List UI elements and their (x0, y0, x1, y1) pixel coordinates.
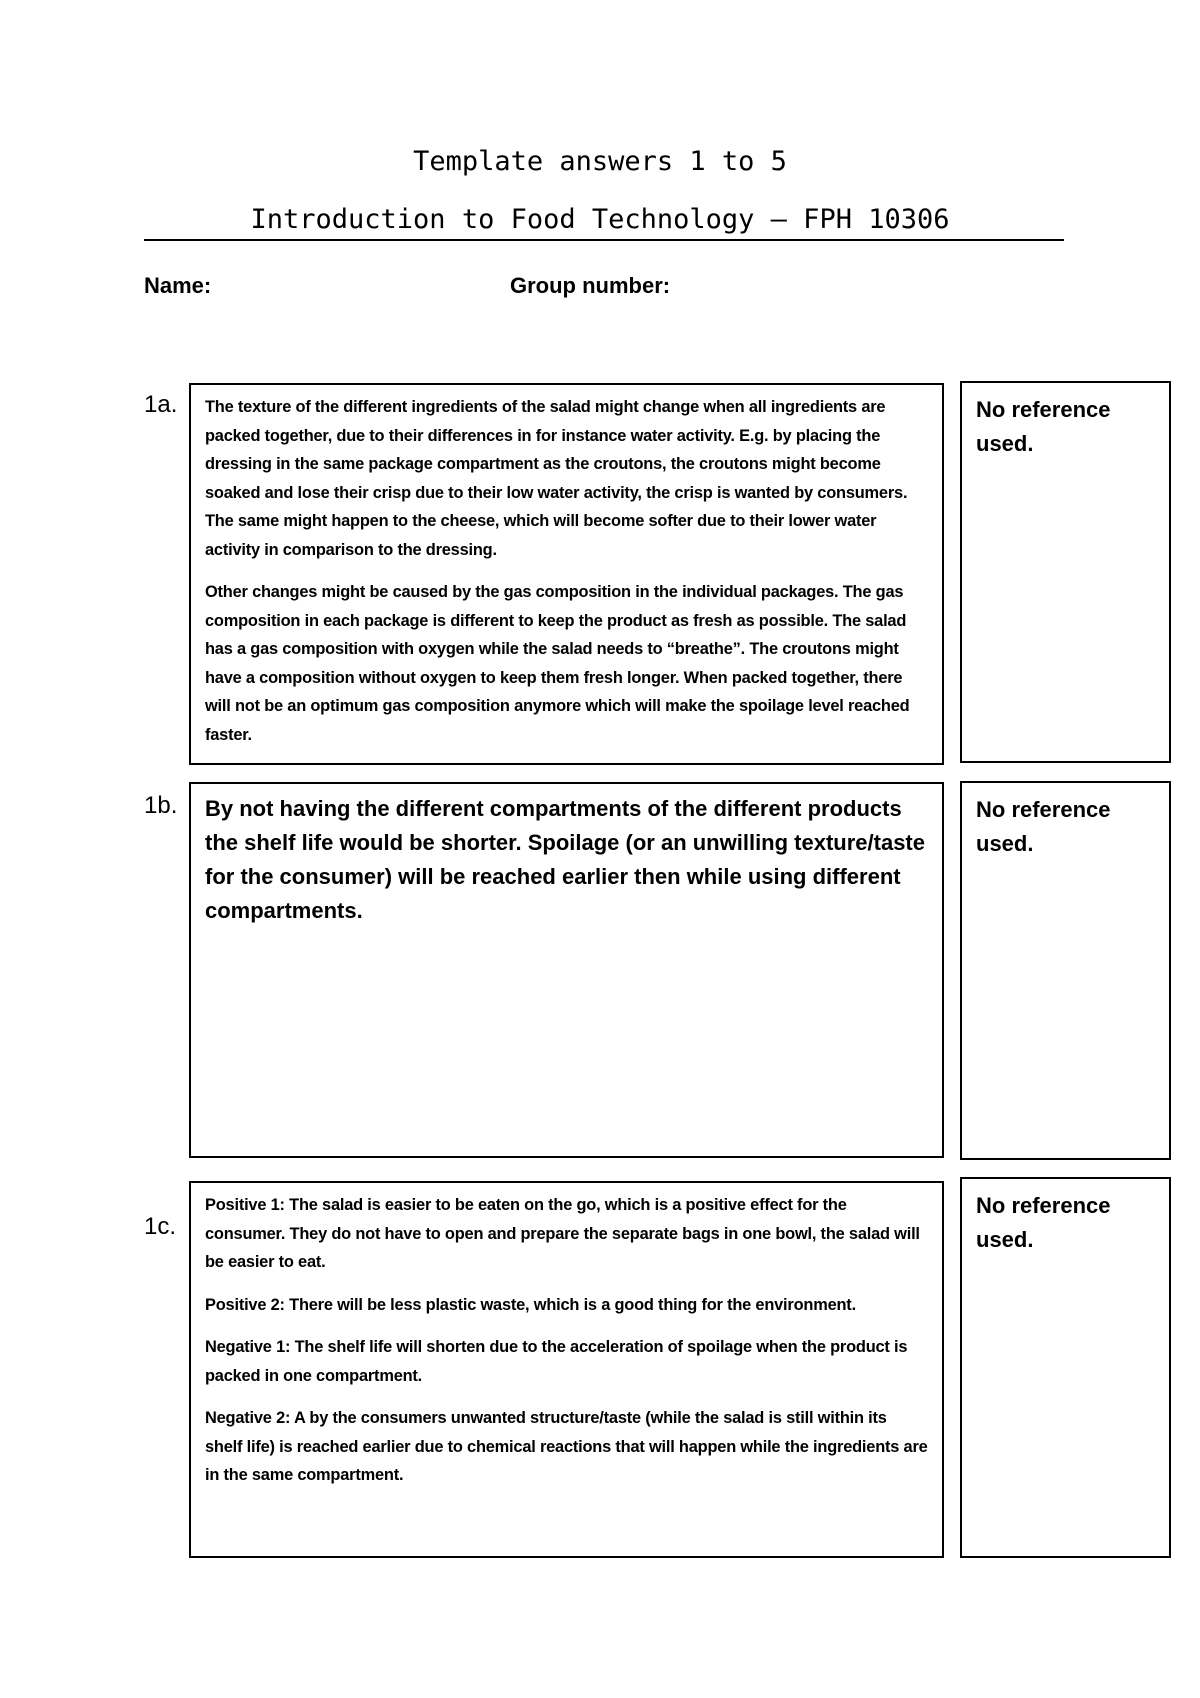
group-number-label: Group number: (510, 273, 671, 298)
answer-box-1a (189, 383, 944, 765)
reference-box-1b: No reference used. (960, 781, 1171, 1160)
answer-1b-paragraph: By not having the different compartments of the different products the shelf life would be shorter. Spoilage (or an unwilling texture/taste for the consumer) will be reached earlier then while using different compartments. (205, 796, 925, 923)
header-rule (144, 239, 1064, 241)
answer-box-1b (189, 782, 944, 1158)
question-number-1b: 1b. (144, 792, 178, 819)
course-title: Introduction to Food Technology – FPH 10306 (250, 204, 950, 235)
answer-1c-paragraph: Negative 2: A by the consumers unwanted structure/taste (while the salad is still within its shelf life) is reached earlier due to chemical reactions that will happen while the ingredients are in the same compartment. (205, 1409, 928, 1484)
document-title: Template answers 1 to 5 (413, 146, 787, 177)
answer-1c-paragraph: Negative 1: The shelf life will shorten due to the acceleration of spoilage when the product is packed in one compartment. (205, 1338, 908, 1385)
question-number-1c: 1c. (144, 1213, 177, 1240)
answer-1c-paragraph: Positive 2: There will be less plastic waste, which is a good thing for the environment. (205, 1295, 856, 1314)
reference-box-1c: No reference used. (960, 1177, 1171, 1558)
reference-box-1a: No reference used. (960, 381, 1171, 763)
answer-1a-paragraph: Other changes might be caused by the gas composition in the individual packages. The gas composition in each package is different to keep the product as fresh as possible. The salad has a gas composition with oxygen while the salad needs to “breathe”. The croutons might have a composition without oxygen to keep them fresh longer. When packed together, there will not be an optimum gas composition anymore which will make the spoilage level reached faster. (205, 583, 910, 744)
question-number-1a: 1a. (144, 391, 178, 418)
name-label: Name: (144, 273, 212, 298)
answer-1c-paragraph: Positive 1: The salad is easier to be eaten on the go, which is a positive effect for the consumer. They do not have to open and prepare the separate bags in one bowl, the salad will be easier to eat. (205, 1196, 920, 1271)
answer-1a-paragraph: The texture of the different ingredients of the salad might change when all ingredients are packed together, due to their differences in for instance water activity. E.g. by placing the dressing in the same package compartment as the croutons, the croutons might become soaked and lose their crisp due to their low water activity, the crisp is wanted by consumers. The same might happen to the cheese, which will become softer due to their lower water activity in comparison to the dressing. (205, 398, 908, 559)
answer-box-1c (189, 1181, 944, 1558)
